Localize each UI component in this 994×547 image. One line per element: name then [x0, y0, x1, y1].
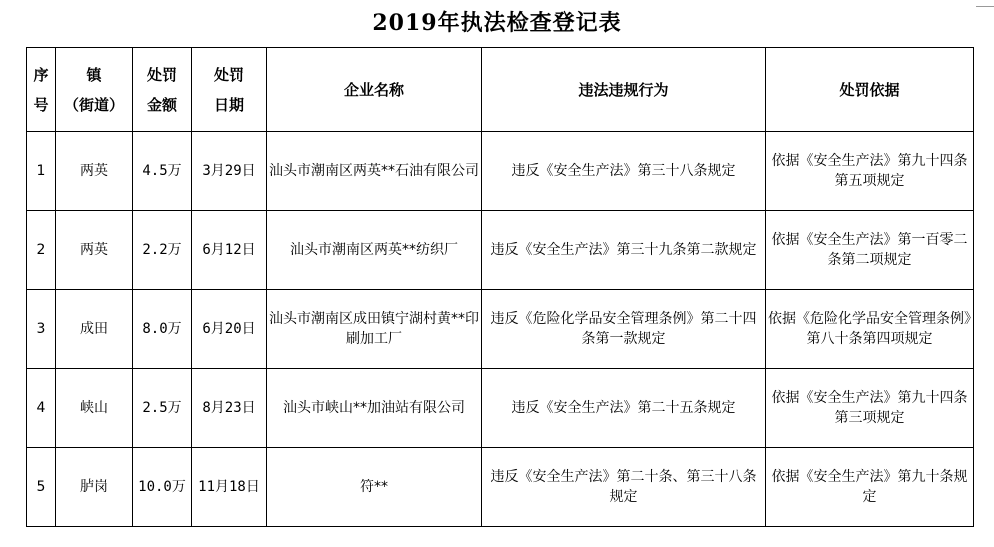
cell-seq: 4 — [27, 369, 56, 448]
header-amount-line1: 处罚 — [146, 65, 177, 84]
cell-seq: 5 — [27, 448, 56, 527]
cell-basis: 依据《安全生产法》第九十条规定 — [766, 448, 974, 527]
cell-violation: 违反《安全生产法》第二十条、第三十八条规定 — [482, 448, 766, 527]
cell-violation: 违反《安全生产法》第二十五条规定 — [482, 369, 766, 448]
cell-date: 6月12日 — [192, 211, 267, 290]
cell-town: 胪岗 — [56, 448, 133, 527]
cell-date: 3月29日 — [192, 132, 267, 211]
header-amount-line2: 金额 — [146, 95, 177, 114]
header-date-line2: 日期 — [213, 95, 244, 114]
enforcement-table — [26, 47, 974, 527]
table-row — [27, 211, 974, 290]
page-title: 2019年执法检查登记表 — [372, 10, 622, 36]
cell-basis: 依据《安全生产法》第九十四条第五项规定 — [766, 132, 974, 211]
cell-company: 汕头市潮南区两英**石油有限公司 — [267, 132, 482, 211]
header-seq-line1: 序 — [33, 65, 49, 84]
cell-town: 两英 — [56, 211, 133, 290]
header-seq-line2: 号 — [33, 95, 49, 114]
cell-violation: 违反《安全生产法》第三十九条第二款规定 — [482, 211, 766, 290]
cell-date: 8月23日 — [192, 369, 267, 448]
cell-town: 成田 — [56, 290, 133, 369]
header-seq — [27, 48, 56, 132]
cell-amount: 2.2万 — [133, 211, 192, 290]
cell-amount: 10.0万 — [133, 448, 192, 527]
cell-amount: 4.5万 — [133, 132, 192, 211]
cell-amount: 2.5万 — [133, 369, 192, 448]
header-violation: 违法违规行为 — [482, 48, 766, 132]
cell-date: 11月18日 — [192, 448, 267, 527]
cell-seq: 2 — [27, 211, 56, 290]
table-row — [27, 132, 974, 211]
cell-violation: 违反《安全生产法》第三十八条规定 — [482, 132, 766, 211]
header-town-line2: （街道） — [63, 95, 124, 114]
header-date-line1: 处罚 — [213, 65, 244, 84]
header-town-line1: 镇 — [86, 65, 102, 84]
cell-town: 两英 — [56, 132, 133, 211]
cell-seq: 3 — [27, 290, 56, 369]
cell-company: 汕头市峡山**加油站有限公司 — [267, 369, 482, 448]
header-basis: 处罚依据 — [766, 48, 974, 132]
table-row — [27, 369, 974, 448]
cell-basis: 依据《安全生产法》第九十四条第三项规定 — [766, 369, 974, 448]
table-row — [27, 448, 974, 527]
cell-violation: 违反《危险化学品安全管理条例》第二十四条第一款规定 — [482, 290, 766, 369]
cell-company: 汕头市潮南区成田镇宁湖村黄**印刷加工厂 — [267, 290, 482, 369]
cell-company: 汕头市潮南区两英**纺织厂 — [267, 211, 482, 290]
header-date — [192, 48, 267, 132]
cell-date: 6月20日 — [192, 290, 267, 369]
table-row — [27, 290, 974, 369]
cell-company: 符** — [267, 448, 482, 527]
cell-seq: 1 — [27, 132, 56, 211]
cell-town: 峡山 — [56, 369, 133, 448]
cell-amount: 8.0万 — [133, 290, 192, 369]
cell-basis: 依据《危险化学品安全管理条例》第八十条第四项规定 — [766, 290, 974, 369]
header-row — [27, 48, 974, 132]
cell-basis: 依据《安全生产法》第一百零二条第二项规定 — [766, 211, 974, 290]
header-company: 企业名称 — [267, 48, 482, 132]
header-town — [56, 48, 133, 132]
header-amount — [133, 48, 192, 132]
